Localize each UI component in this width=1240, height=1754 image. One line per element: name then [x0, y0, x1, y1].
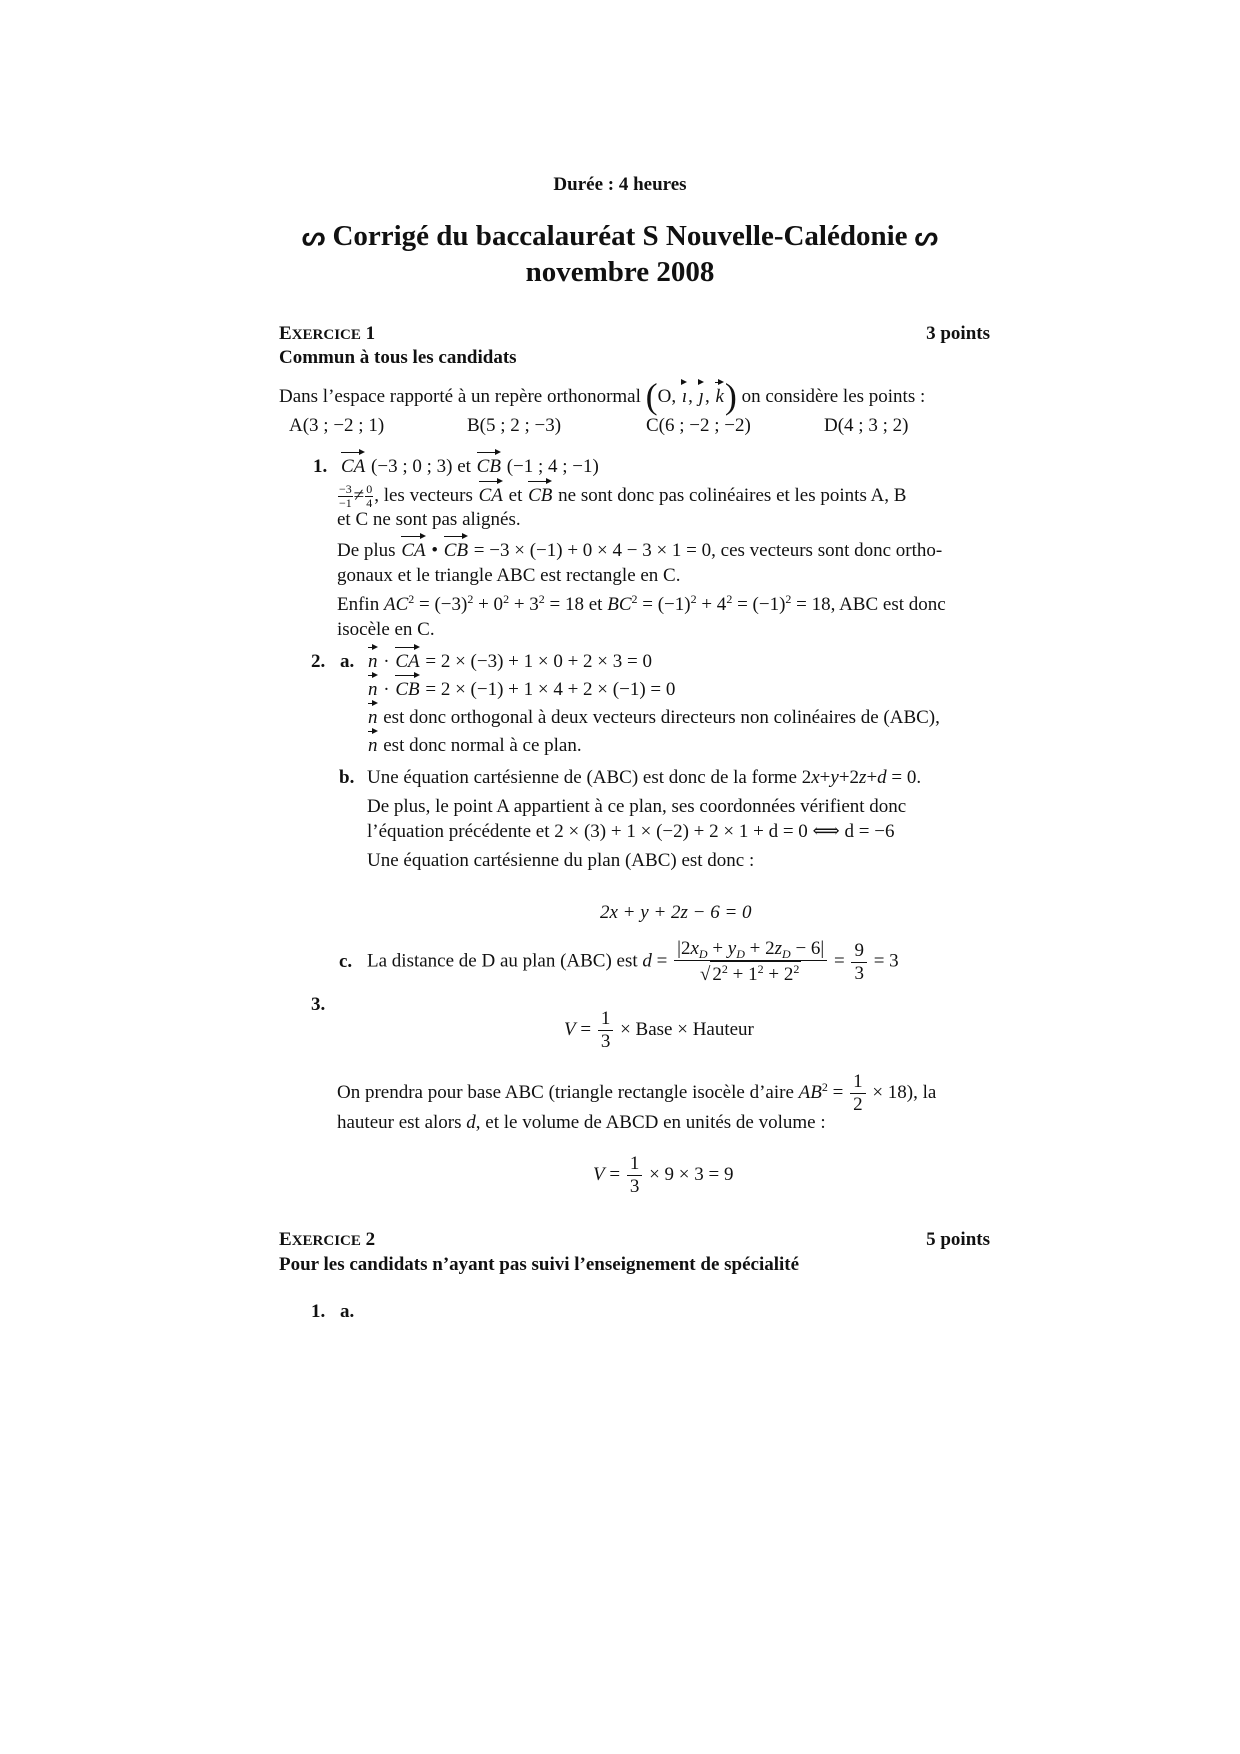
exercise-2-question-1a: a.	[340, 1301, 355, 1322]
vector-i: ı	[681, 386, 688, 407]
q1-line-1: CA (−3 ; 0 ; 3) et CB (−1 ; 4 ; −1)	[341, 456, 599, 477]
exercise-1-intro: Dans l’espace rapporté à un repère orthonormal (O, ı, ȷ, k) on considère les points :	[279, 376, 926, 416]
q2a-line-2: n · CB = 2 × (−1) + 1 × 4 + 2 × (−1) = 0	[368, 679, 676, 700]
volume-formula: V = $\frac{1}{3}$ × Base × Hauteur	[564, 1008, 754, 1052]
vector-k: k	[715, 386, 724, 407]
question-2a-label: a.	[340, 651, 355, 672]
q2b-line-1: Une équation cartésienne de (ABC) est donc de la forme 2x+y+2z+d = 0.	[367, 767, 922, 788]
q1-line-2: $\frac{-3}{-1}$ ≠ $\frac{0}{4}$ , les vecteurs CA et CB ne sont donc pas colinéaires et les points A, B	[339, 482, 907, 510]
duration: Durée : 4 heures	[553, 174, 687, 195]
q2b-line-4: Une équation cartésienne du plan (ABC) est donc :	[367, 850, 755, 871]
ornament-left-icon: ᔕ	[302, 222, 326, 251]
point-c: C(6 ; −2 ; −2)	[646, 415, 751, 436]
exercise-2-question-1: 1.	[311, 1301, 326, 1322]
question-2c-label: c.	[339, 951, 353, 972]
q3-line-1: On prendra pour base ABC (triangle rectangle isocèle d’aire $AB^2$ = $\frac{1}{2}$ × 18), la	[337, 1071, 937, 1115]
q1-line-6: Enfin $AC^2 = (-3)^2 + 0^2 + 3^2 = 18$ et $BC^2 = (-1)^2 + 4^2 = (-1)^2 = 18$, ABC est donc	[337, 592, 946, 615]
q2a-line-1: n · CA = 2 × (−3) + 1 × 0 + 2 × 3 = 0	[368, 651, 652, 672]
q2a-line-3: n est donc orthogonal à deux vecteurs directeurs non colinéaires de (ABC),	[368, 707, 940, 728]
exercise-1-points: 3 points	[926, 323, 990, 344]
question-1-number: 1.	[313, 456, 328, 477]
q1-line-7: isocèle en C.	[337, 619, 435, 640]
q1-line-4: De plus CA • CB = −3 × (−1) + 0 × 4 − 3 × 1 = 0, ces vecteurs sont donc ortho-	[337, 540, 943, 561]
q1-line-3: et C ne sont pas alignés.	[337, 509, 521, 530]
vector-j: ȷ	[698, 386, 704, 407]
page-subtitle: novembre 2008	[525, 256, 715, 288]
q3-line-2: hauteur est alors d, et le volume de ABCD en unités de volume :	[337, 1112, 826, 1133]
exercise-2-label: EXERCICE 2	[279, 1229, 376, 1250]
title-line-1: Corrigé du baccalauréat S Nouvelle-Calédonie	[332, 220, 908, 252]
point-a: A(3 ; −2 ; 1)	[289, 415, 385, 436]
ornament-right-icon: ᔕ	[914, 222, 938, 251]
exercise-2-points: 5 points	[926, 1229, 990, 1250]
q2b-line-2: De plus, le point A appartient à ce plan, ses coordonnées vérifient donc	[367, 796, 907, 817]
plane-equation: 2x + y + 2z − 6 = 0	[600, 902, 752, 923]
point-d: D(4 ; 3 ; 2)	[824, 415, 909, 436]
q2b-line-3: l’équation précédente et 2 × (3) + 1 × (−2) + 2 × 1 + d = 0 ⟺ d = −6	[367, 821, 895, 842]
exercise-2-audience: Pour les candidats n’ayant pas suivi l’enseignement de spécialité	[279, 1254, 800, 1275]
point-b: B(5 ; 2 ; −3)	[467, 415, 562, 436]
question-2b-label: b.	[339, 767, 355, 788]
question-3-number: 3.	[311, 994, 326, 1015]
volume-result: V = $\frac{1}{3}$ × 9 × 3 = 9	[593, 1153, 734, 1197]
q2c-line: La distance de D au plan (ABC) est d = $\frac{|2x_D + y_D + 2z_D - 6|}{√ 2^2 + 1^2 + 2^2}$ = $\frac{9}{3}$ = 3	[367, 938, 899, 985]
q1-line-5: gonaux et le triangle ABC est rectangle en C.	[337, 565, 681, 586]
page-title	[0, 218, 1240, 255]
question-2-number: 2.	[311, 651, 326, 672]
q2a-line-4: n est donc normal à ce plan.	[368, 735, 582, 756]
exercise-1-audience: Commun à tous les candidats	[279, 347, 517, 368]
exercise-1-label: EXERCICE 1	[279, 323, 376, 344]
